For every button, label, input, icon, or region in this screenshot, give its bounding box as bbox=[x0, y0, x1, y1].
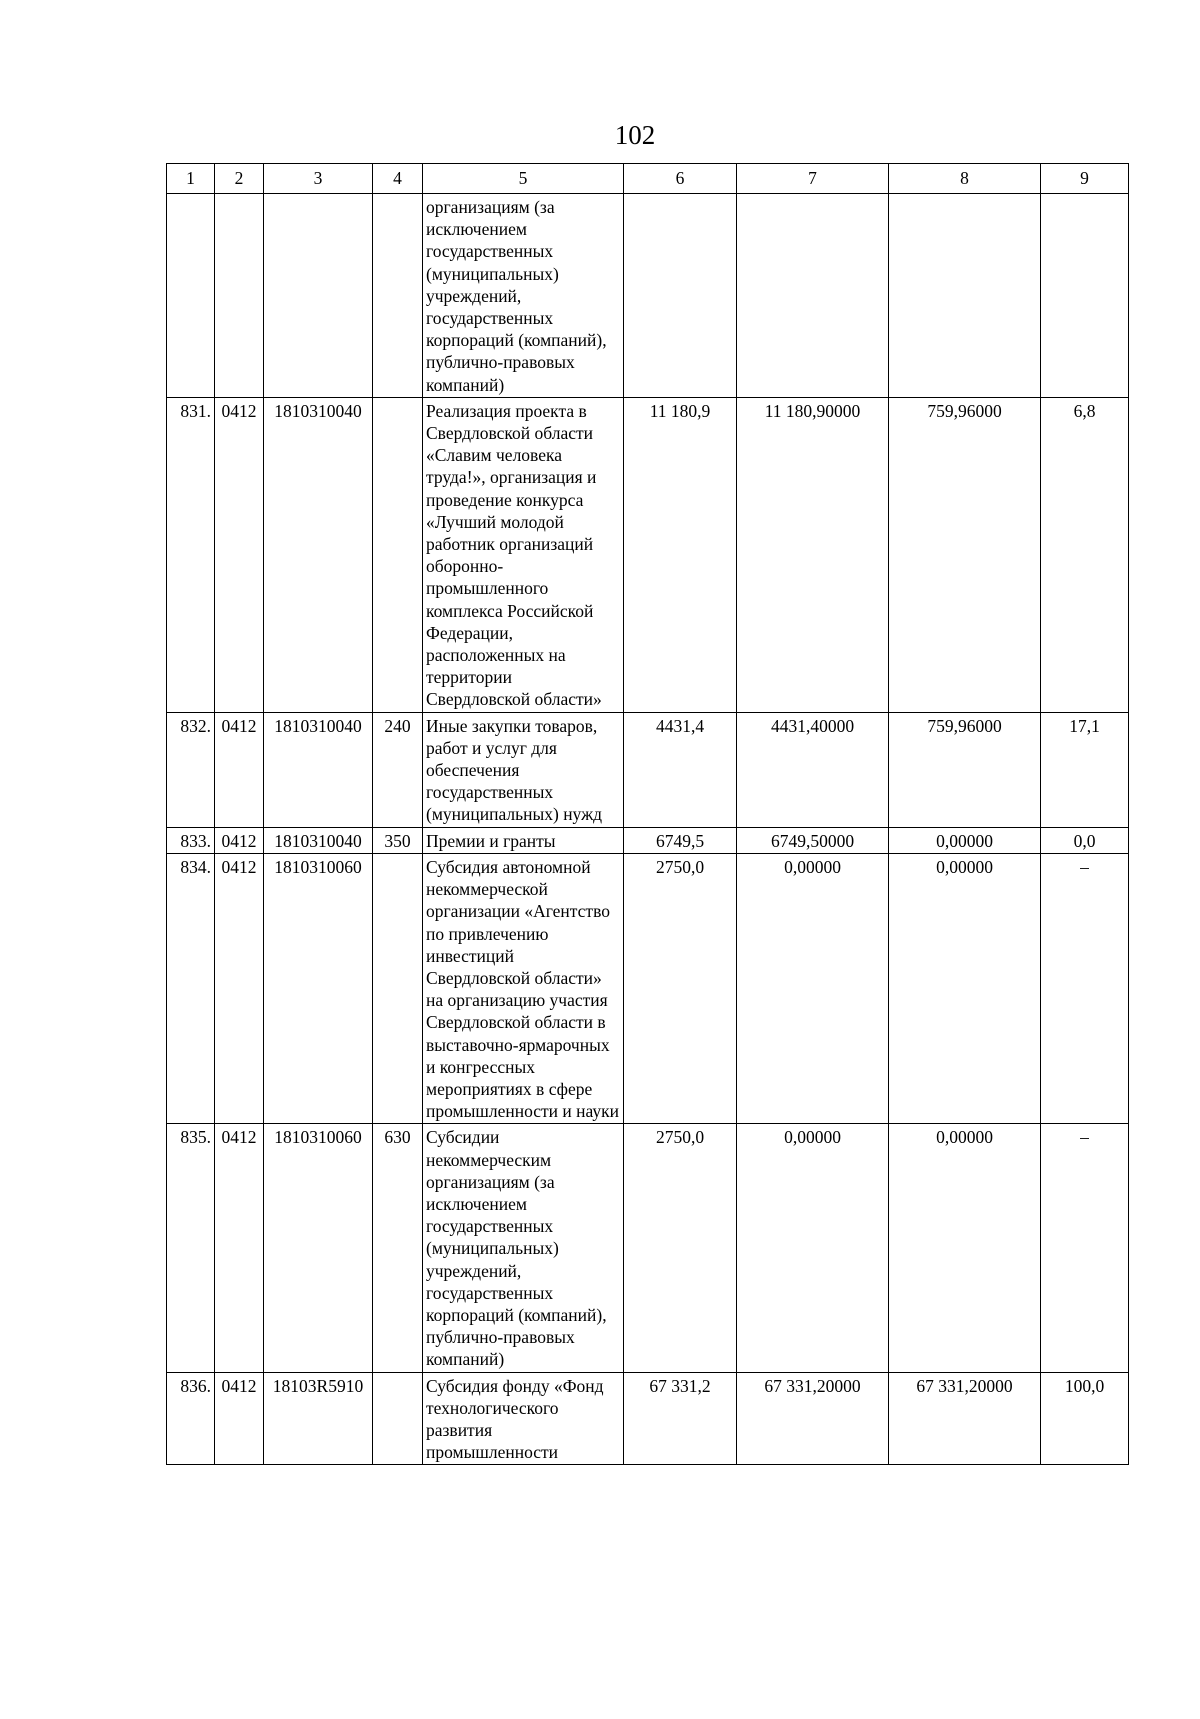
target-code: 1810310040 bbox=[264, 827, 373, 853]
row-number: 831. bbox=[167, 397, 215, 712]
limit-value: 0,00000 bbox=[737, 1124, 889, 1372]
table-row bbox=[167, 194, 1129, 398]
percent-value: 6,8 bbox=[1041, 397, 1129, 712]
plan-value: 4431,4 bbox=[624, 712, 737, 827]
row-description: Субсидии некоммерческим организациям (за исключением государственных (муниципальных) учреждений, государственных корпораций (компаний), публично-правовых компаний) bbox=[423, 1124, 624, 1372]
limit-value: 4431,40000 bbox=[737, 712, 889, 827]
table-row bbox=[167, 1372, 1129, 1465]
table-row bbox=[167, 712, 1129, 827]
section-code: 0412 bbox=[215, 853, 264, 1123]
row-description: Иные закупки товаров, работ и услуг для обеспечения государственных (муниципальных) нужд bbox=[423, 712, 624, 827]
row-description: Субсидия фонду «Фонд технологического развития промышленности bbox=[423, 1372, 624, 1465]
limit-value: 11 180,90000 bbox=[737, 397, 889, 712]
header-col-9: 9 bbox=[1041, 164, 1129, 194]
header-col-8: 8 bbox=[889, 164, 1041, 194]
target-code: 18103R5910 bbox=[264, 1372, 373, 1465]
table-row bbox=[167, 397, 1129, 712]
section-code: 0412 bbox=[215, 1124, 264, 1372]
row-description: Субсидия автономной некоммерческой организации «Агентство по привлечению инвестиций Свердловской области» на организацию участия Свердловской области в выставочно-ярмарочных и конгрессных мероприятиях в сфере промышленности и науки bbox=[423, 853, 624, 1123]
executed-value: 0,00000 bbox=[889, 1124, 1041, 1372]
limit-value: 0,00000 bbox=[737, 853, 889, 1123]
expense-kind bbox=[373, 397, 423, 712]
header-col-2: 2 bbox=[215, 164, 264, 194]
executed-value: 0,00000 bbox=[889, 827, 1041, 853]
target-code: 1810310040 bbox=[264, 397, 373, 712]
section-code: 0412 bbox=[215, 712, 264, 827]
section-code: 0412 bbox=[215, 1372, 264, 1465]
row-description: Премии и гранты bbox=[423, 827, 624, 853]
header-row bbox=[167, 164, 1129, 194]
section-code bbox=[215, 194, 264, 398]
executed-value: 759,96000 bbox=[889, 712, 1041, 827]
expense-kind bbox=[373, 1372, 423, 1465]
budget-table bbox=[166, 163, 1129, 1465]
row-number: 833. bbox=[167, 827, 215, 853]
table-row bbox=[167, 853, 1129, 1123]
row-number bbox=[167, 194, 215, 398]
executed-value: 759,96000 bbox=[889, 397, 1041, 712]
row-number: 835. bbox=[167, 1124, 215, 1372]
page-number: 102 bbox=[614, 120, 656, 150]
header-col-4: 4 bbox=[373, 164, 423, 194]
target-code bbox=[264, 194, 373, 398]
limit-value bbox=[737, 194, 889, 398]
plan-value: 2750,0 bbox=[624, 853, 737, 1123]
plan-value: 67 331,2 bbox=[624, 1372, 737, 1465]
limit-value: 6749,50000 bbox=[737, 827, 889, 853]
limit-value: 67 331,20000 bbox=[737, 1372, 889, 1465]
target-code: 1810310060 bbox=[264, 1124, 373, 1372]
table-header bbox=[167, 164, 1129, 194]
percent-value: – bbox=[1041, 853, 1129, 1123]
percent-value bbox=[1041, 194, 1129, 398]
section-code: 0412 bbox=[215, 397, 264, 712]
target-code: 1810310060 bbox=[264, 853, 373, 1123]
header-col-1: 1 bbox=[167, 164, 215, 194]
expense-kind bbox=[373, 194, 423, 398]
percent-value: – bbox=[1041, 1124, 1129, 1372]
expense-kind: 350 bbox=[373, 827, 423, 853]
header-col-7: 7 bbox=[737, 164, 889, 194]
table-row bbox=[167, 827, 1129, 853]
plan-value: 2750,0 bbox=[624, 1124, 737, 1372]
header-col-5: 5 bbox=[423, 164, 624, 194]
expense-kind: 630 bbox=[373, 1124, 423, 1372]
executed-value: 0,00000 bbox=[889, 853, 1041, 1123]
percent-value: 17,1 bbox=[1041, 712, 1129, 827]
percent-value: 0,0 bbox=[1041, 827, 1129, 853]
row-number: 836. bbox=[167, 1372, 215, 1465]
target-code: 1810310040 bbox=[264, 712, 373, 827]
expense-kind: 240 bbox=[373, 712, 423, 827]
expense-kind bbox=[373, 853, 423, 1123]
plan-value: 6749,5 bbox=[624, 827, 737, 853]
row-number: 832. bbox=[167, 712, 215, 827]
percent-value: 100,0 bbox=[1041, 1372, 1129, 1465]
row-description: Реализация проекта в Свердловской области «Славим человека труда!», организация и проведение конкурса «Лучший молодой работник организаций оборонно-промышленного комплекса Российской Федерации, расположенных на территории Свердловской области» bbox=[423, 397, 624, 712]
executed-value: 67 331,20000 bbox=[889, 1372, 1041, 1465]
header-col-6: 6 bbox=[624, 164, 737, 194]
row-description: организациям (за исключением государственных (муниципальных) учреждений, государственных корпораций (компаний), публично-правовых компаний) bbox=[423, 194, 624, 398]
section-code: 0412 bbox=[215, 827, 264, 853]
plan-value: 11 180,9 bbox=[624, 397, 737, 712]
executed-value bbox=[889, 194, 1041, 398]
row-number: 834. bbox=[167, 853, 215, 1123]
header-col-3: 3 bbox=[264, 164, 373, 194]
table-row bbox=[167, 1124, 1129, 1372]
plan-value bbox=[624, 194, 737, 398]
